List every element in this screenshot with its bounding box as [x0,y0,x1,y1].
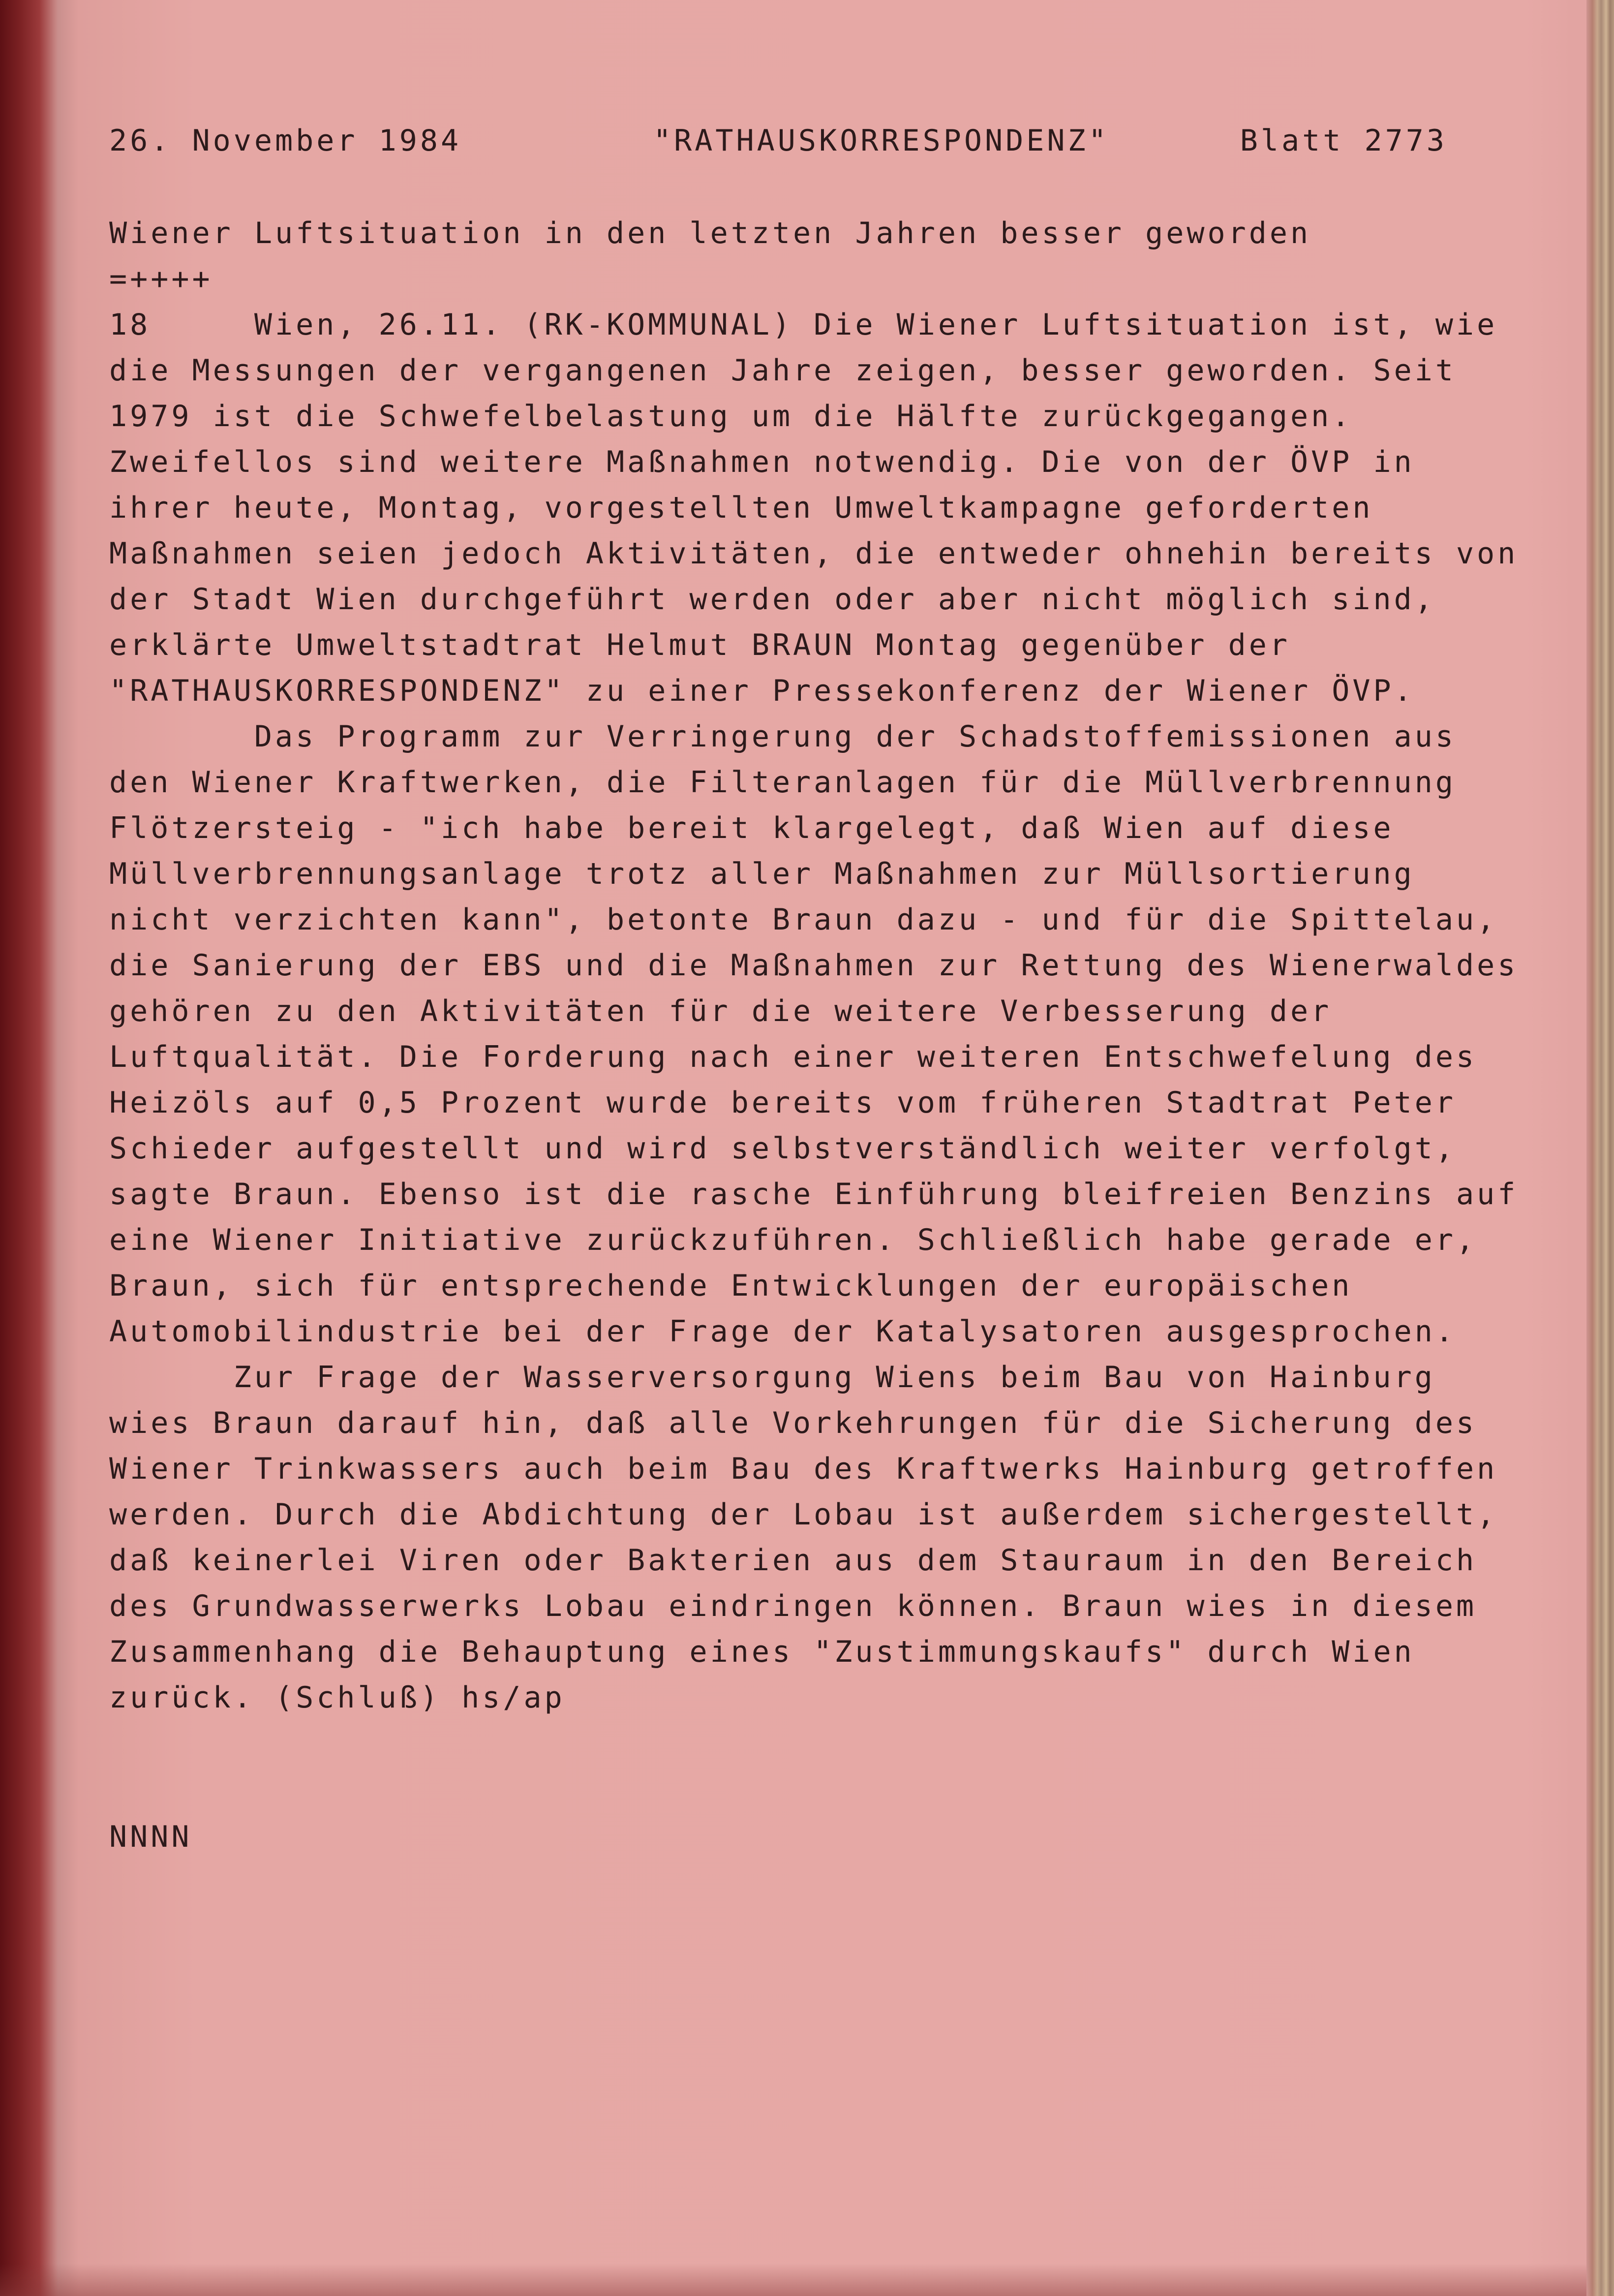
article-body [109,302,1519,1721]
body-line: sagte Braun. Ebenso ist die rasche Einführung bleifreien Benzins auf [109,1177,1519,1211]
body-line: 1979 ist die Schwefelbelastung um die Hälfte zurückgegangen. [109,399,1353,434]
body-line: Flötzersteig - "ich habe bereit klargelegt, daß Wien auf diese [109,811,1394,845]
body-line: zurück. (Schluß) hs/ap [109,1680,565,1715]
body-line: Maßnahmen seien jedoch Aktivitäten, die entweder ohnehin bereits von [109,536,1519,571]
body-line: der Stadt Wien durchgeführt werden oder aber nicht möglich sind, [109,582,1435,617]
body-line: eine Wiener Initiative zurückzuführen. Schließlich habe gerade er, [109,1223,1477,1257]
page-stack-edge [1586,0,1614,2296]
body-line: nicht verzichten kann", betonte Braun dazu - und für die Spittelau, [109,902,1498,937]
header-publication: "RATHAUSKORRESPONDENZ" [653,124,1109,158]
body-line: Zusammenhang die Behauptung eines "Zustimmungskaufs" durch Wien [109,1635,1415,1669]
article-marker: =++++ [109,262,213,296]
body-line: Luftqualität. Die Forderung nach einer weiteren Entschwefelung des [109,1040,1477,1074]
body-line: Wiener Trinkwassers auch beim Bau des Kraftwerks Hainburg getroffen [109,1452,1498,1486]
body-line: erklärte Umweltstadtrat Helmut BRAUN Montag gegenüber der [109,628,1291,662]
body-line: Heizöls auf 0,5 Prozent wurde bereits vom früheren Stadtrat Peter [109,1086,1456,1120]
body-line: Schieder aufgestellt und wird selbstverständlich weiter verfolgt, [109,1131,1456,1166]
article-title: Wiener Luftsituation in den letzten Jahren besser geworden [109,216,1311,250]
body-line: ihrer heute, Montag, vorgestellten Umweltkampagne geforderten [109,491,1373,525]
body-line: 18 Wien, 26.11. (RK-KOMMUNAL) Die Wiener Luftsituation ist, wie [109,308,1498,342]
header-date: 26. November 1984 [109,124,462,158]
body-line: die Messungen der vergangenen Jahre zeigen, besser geworden. Seit [109,353,1456,388]
body-line: daß keinerlei Viren oder Bakterien aus dem Stauraum in den Bereich [109,1543,1477,1578]
body-line: "RATHAUSKORRESPONDENZ" zu einer Pressekonferenz der Wiener ÖVP. [109,674,1415,708]
bottom-shadow [0,2264,1586,2296]
body-line: Braun, sich für entsprechende Entwicklungen der europäischen [109,1269,1353,1303]
body-line: Das Programm zur Verringerung der Schadstoffemissionen aus [109,719,1456,754]
body-line: Müllverbrennungsanlage trotz aller Maßnahmen zur Müllsortierung [109,857,1415,891]
page-header [109,118,1447,164]
binding-edge [0,0,57,2296]
body-line: werden. Durch die Abdichtung der Lobau ist außerdem sichergestellt, [109,1497,1498,1532]
body-line: Zweifellos sind weitere Maßnahmen notwendig. Die von der ÖVP in [109,445,1415,479]
document-sheet [109,118,1519,1860]
body-line: des Grundwasserwerks Lobau eindringen können. Braun wies in diesem [109,1589,1477,1623]
body-line: die Sanierung der EBS und die Maßnahmen zur Rettung des Wienerwaldes [109,948,1519,983]
body-line: Zur Frage der Wasserversorgung Wiens beim Bau von Hainburg [109,1360,1435,1395]
end-signature: NNNN [109,1820,192,1854]
header-sheet-number: Blatt 2773 [1240,124,1447,158]
body-line: wies Braun darauf hin, daß alle Vorkehrungen für die Sicherung des [109,1406,1477,1440]
body-line: den Wiener Kraftwerken, die Filteranlagen für die Müllverbrennung [109,765,1456,800]
body-line: gehören zu den Aktivitäten für die weitere Verbesserung der [109,994,1332,1028]
body-line: Automobilindustrie bei der Frage der Katalysatoren ausgesprochen. [109,1314,1456,1349]
